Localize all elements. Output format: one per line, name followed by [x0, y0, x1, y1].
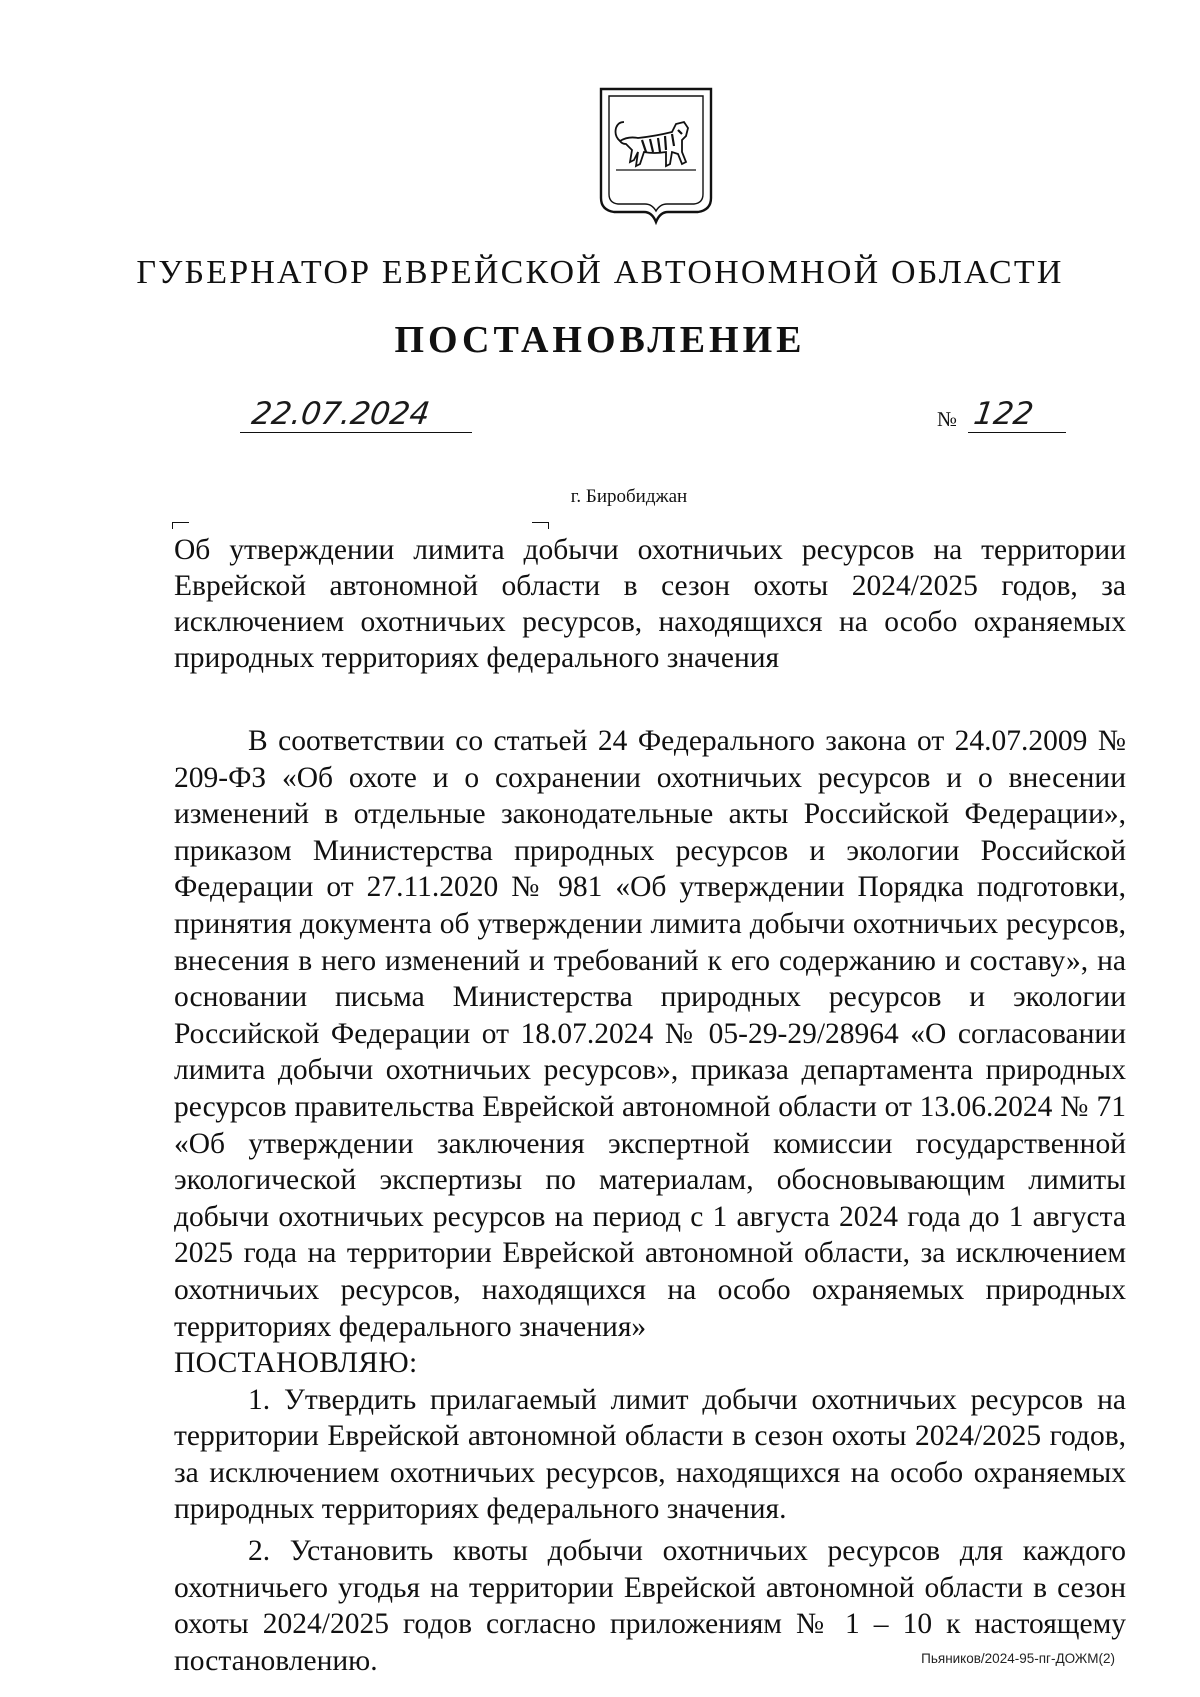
handwritten-number: 122: [971, 396, 1036, 432]
number-label: №: [937, 407, 958, 431]
resolution-body: [174, 723, 1126, 1679]
authority-heading: ГУБЕРНАТОР ЕВРЕЙСКОЙ АВТОНОМНОЙ ОБЛАСТИ: [136, 254, 1064, 291]
title-bracket-right: [532, 522, 549, 529]
handwritten-date: 22.07.2024: [249, 396, 433, 432]
title-bracket-left: [172, 522, 189, 529]
city-line: г. Биробиджан: [570, 486, 688, 507]
document-type-title: ПОСТАНОВЛЕНИЕ: [394, 319, 806, 361]
resolve-heading: ПОСТАНОВЛЯЮ:: [174, 1347, 418, 1380]
item-paragraph-1: 1. Утвердить прилагаемый лимит добычи охотничьих ресурсов на территории Еврейской автономной области в сезон охоты 2024/2025 годов, за исключением охотничьих ресурсов, находящихся на особо охраняемых природных территориях федерального значения.: [174, 1383, 1126, 1526]
date-field: [240, 390, 472, 433]
item-paragraph-2: 2. Установить квоты добычи охотничьих ресурсов для каждого охотничьего угодья на территории Еврейской автономной области в сезон охоты 2024/2025 годов согласно приложениям № 1 – 10 к настоящему постановлению.: [174, 1535, 1126, 1677]
preamble-paragraph: В соответствии со статьей 24 Федерального закона от 24.07.2009 № 209-ФЗ «Об охоте и о сохранении охотничьих ресурсов и о внесении изменений в отдельные законодательные акты Российской Федерации», приказом Министерства природных ресурсов и экологии Российской Федерации от 27.11.2020 № 981 «Об утверждении Порядка подготовки, принятия документа об утверждении лимита добычи охотничьих ресурсов, внесения в него изменений и требований к его содержанию и составу», на основании письма Министерства природных ресурсов и экологии Российской Федерации от 18.07.2024 № 05-29-29/28964 «О согласовании лимита добычи охотничьих ресурсов», приказа департамента природных ресурсов правительства Еврейской автономной области от 13.06.2024 № 71 «Об утверждении заключения экспертной комиссии государственной экологической экспертизы по материалам, обосновывающим лимиты добычи охотничьих ресурсов на период с 1 августа 2024 года до 1 августа 2025 года на территории Еврейской автономной области, за исключением охотничьих ресурсов, находящихся на особо охраняемых природных территориях федерального значения»: [174, 725, 1126, 1343]
document-code: Пьяников/2024-95-пг-ДОЖМ(2): [921, 1651, 1115, 1666]
tiger-coat-of-arms-icon: [598, 86, 714, 230]
resolution-title: Об утверждении лимита добычи охотничьих ресурсов на территории Еврейской автономной области в сезон охоты 2024/2025 годов, за исключением охотничьих ресурсов, находящихся на особо охраняемых природных территориях федерального значения: [174, 534, 1126, 674]
number-field: [968, 390, 1066, 433]
